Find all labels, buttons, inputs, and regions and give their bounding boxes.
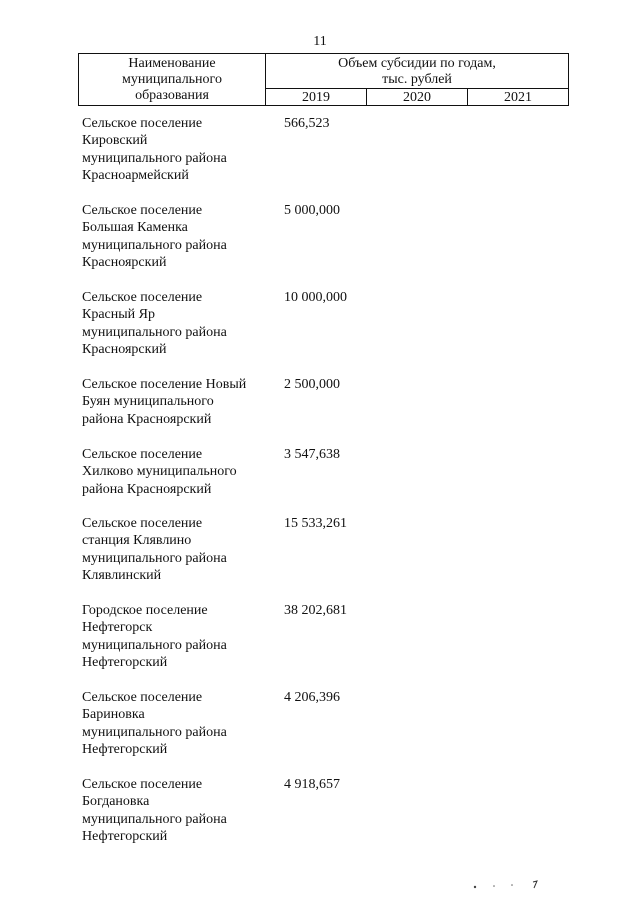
municipality-name-line: Сельское поселение Новый [82,377,247,392]
municipality-name-line: Нефтегорский [82,828,168,844]
municipality-name-line: района Красноярский [82,481,212,497]
municipality-name [82,689,268,758]
municipality-name-line: муниципального района [82,150,227,166]
municipality-name-line: Бариновка [82,707,145,723]
municipality-name [82,289,268,358]
header-subsidy-volume [266,54,569,89]
municipality-name [82,115,268,184]
municipality-name-line: муниципального района [82,724,227,740]
municipality-name-line: муниципального района [82,637,227,653]
header-subsidy-line: тыс. рублей [382,72,452,87]
municipality-name-line: муниципального района [82,324,227,340]
municipality-name-line: Красный Яр [82,307,155,323]
subsidy-2019-value: 5 000,000 [284,203,340,218]
municipality-name-line: Нефтегорск [82,620,153,636]
subsidy-2019-value: 4 918,657 [284,777,340,792]
municipality-name-line: Сельское поселение [82,116,203,131]
header-year-2019: 2019 [266,89,367,106]
header-subsidy-line: Объем субсидии по годам, [338,56,496,71]
municipality-name-line: Сельское поселение [82,447,203,462]
subsidy-2019-value: 15 533,261 [284,516,347,531]
municipality-name-line: Большая Каменка [82,220,188,236]
page-number: 11 [313,34,327,49]
municipality-name-line: Нефтегорский [82,654,168,670]
municipality-name-line: муниципального района [82,237,227,253]
table-header [78,53,569,106]
municipality-name [82,776,268,845]
header-name-line: Наименование [128,55,216,71]
municipality-name-line: станция Клявлино [82,533,192,549]
subsidy-2019-value: 2 500,000 [284,377,340,392]
municipality-name-line: Сельское поселение [82,690,203,705]
municipality-name [82,446,268,498]
municipality-name [82,602,268,671]
subsidy-2019-value: 38 202,681 [284,603,347,618]
subsidy-2019-value: 4 206,396 [284,690,340,705]
municipality-name-line: Хилково муниципального [82,464,237,480]
subsidy-2019-value: 3 547,638 [284,447,340,462]
municipality-name-line: Городское поселение [82,603,208,618]
municipality-name-line: Красноярский [82,341,167,357]
municipality-name [82,515,268,584]
municipality-name-line: Кировский [82,133,148,149]
header-municipality-name [79,54,266,106]
municipality-name-line: Буян муниципального [82,394,214,410]
municipality-name-line: Сельское поселение [82,203,203,218]
municipality-name-line: Сельское поселение [82,516,203,531]
municipality-name-line: Красноярский [82,254,167,270]
municipality-name-line: Сельское поселение [82,777,203,792]
municipality-name-line: муниципального района [82,550,227,566]
municipality-name-line: муниципального района [82,811,227,827]
scan-artifact-marks [470,878,550,895]
municipality-name [82,376,268,428]
municipality-name [82,202,268,271]
scan-specks-icon [470,878,550,892]
municipality-name-line: района Красноярский [82,411,212,427]
header-name-line: муниципального [122,71,222,87]
municipality-name-line: Клявлинский [82,567,162,583]
municipality-name-line: Сельское поселение [82,290,203,305]
municipality-name-line: Красноармейский [82,167,189,183]
subsidy-2019-value: 566,523 [284,116,330,131]
header-name-line: образования [135,87,209,103]
municipality-name-line: Нефтегорский [82,741,168,757]
municipality-name-line: Богдановка [82,794,150,810]
subsidy-2019-value: 10 000,000 [284,290,347,305]
header-year-2021: 2021 [468,89,569,106]
header-year-2020: 2020 [367,89,468,106]
